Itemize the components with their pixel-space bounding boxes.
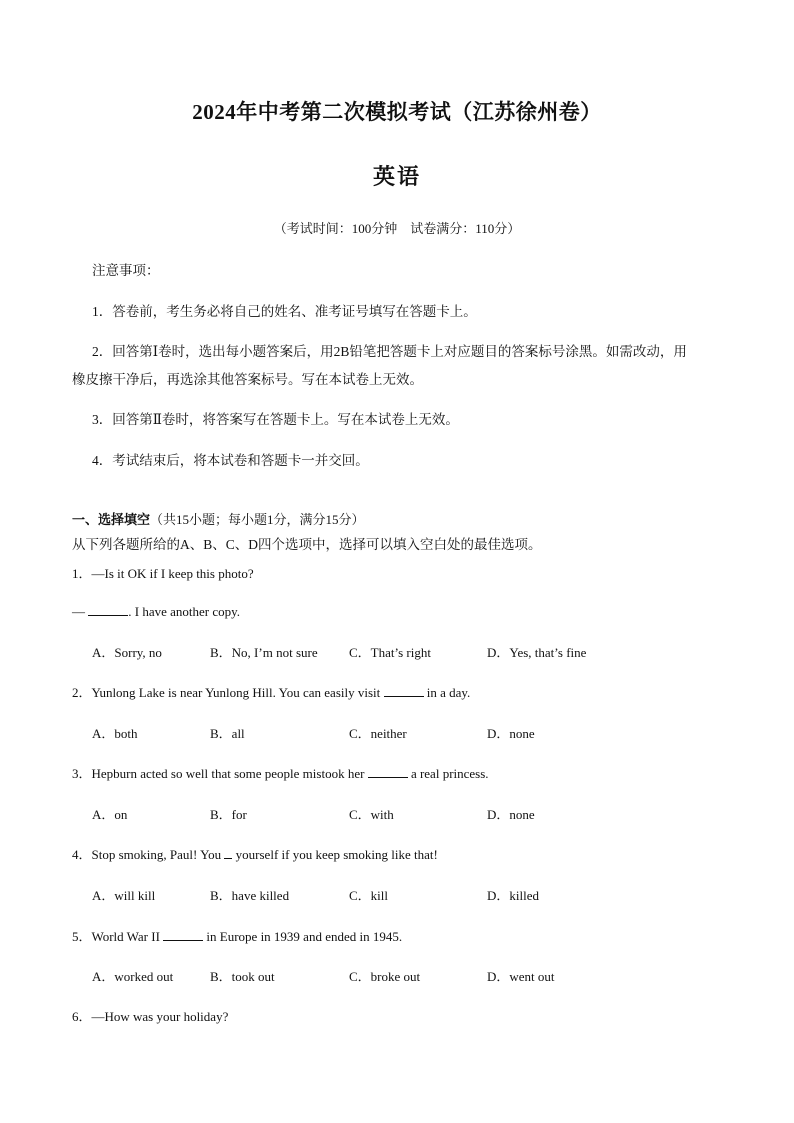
question-1-option-c: C．That’s right xyxy=(349,645,431,660)
subject-title: 英语 xyxy=(372,164,421,189)
notice-item-1: 1．答卷前，考生务必将自己的姓名、准考证号填写在答题卡上。 xyxy=(92,304,477,319)
question-1-reply xyxy=(72,603,240,620)
question-5-option-a: A．worked out xyxy=(92,969,174,984)
answer-blank xyxy=(163,928,203,941)
question-2-option-c: C．neither xyxy=(349,726,407,741)
question-2-option-a: A．both xyxy=(92,726,138,741)
question-5-option-b: B．took out xyxy=(210,969,275,984)
section-title-bold: 一、选择填空 xyxy=(72,512,151,527)
question-2-stem xyxy=(72,682,470,701)
section-title xyxy=(72,509,365,528)
section-title-rest: （共15小题；每小题1分，满分15分） xyxy=(150,512,365,527)
question-1-stem: 1．—Is it OK if I keep this photo? xyxy=(72,566,254,581)
question-5-stem-suffix: in Europe in 1939 and ended in 1945. xyxy=(203,929,403,944)
question-2-option-d: D．none xyxy=(487,726,535,741)
question-3-option-b: B．for xyxy=(210,807,247,822)
question-6-stem: 6．—How was your holiday? xyxy=(72,1009,229,1024)
question-2-stem-prefix: 2．Yunlong Lake is near Yunlong Hill. You can easily visit xyxy=(72,685,384,700)
question-3-stem xyxy=(72,763,489,782)
page-title: 2024年中考第二次模拟考试（江苏徐州卷） xyxy=(192,100,602,124)
answer-blank xyxy=(384,684,424,697)
question-2-option-b: B．all xyxy=(210,726,245,741)
question-4-option-a: A．will kill xyxy=(92,888,156,903)
exam-info: （考试时间：100分钟 试卷满分：110分） xyxy=(273,221,521,236)
notice-item-2-cont: 橡皮擦干净后，再选涂其他答案标号。写在本试卷上无效。 xyxy=(72,372,423,387)
question-1-option-a: A．Sorry, no xyxy=(92,645,162,660)
question-5-option-d: D．went out xyxy=(487,969,555,984)
question-5-option-c: C．broke out xyxy=(349,969,421,984)
question-3-option-d: D．none xyxy=(487,807,535,822)
question-4-option-c: C．kill xyxy=(349,888,389,903)
question-4-option-b: B．have killed xyxy=(210,888,290,903)
question-1-option-d: D．Yes, that’s fine xyxy=(487,645,587,660)
answer-blank xyxy=(88,603,128,616)
question-1-option-b: B．No, I’m not sure xyxy=(210,645,318,660)
question-4-stem-suffix: yourself if you keep smoking like that! xyxy=(235,847,438,862)
question-3-stem-suffix: a real princess. xyxy=(407,766,489,781)
question-3-option-a: A．on xyxy=(92,807,128,822)
notice-item-4: 4．考试结束后，将本试卷和答题卡一并交回。 xyxy=(92,453,369,468)
question-3-stem-prefix: 3．Hepburn acted so well that some people mistook her xyxy=(72,766,368,781)
question-1-reply-suffix: . I have another copy. xyxy=(128,604,241,619)
question-4-stem-prefix: 4．Stop smoking, Paul! You xyxy=(72,847,225,862)
question-5-stem xyxy=(72,926,402,945)
section-instruction: 从下列各题所给的A、B、C、D四个选项中，选择可以填入空白处的最佳选项。 xyxy=(72,537,542,552)
notice-item-2: 2．回答第Ⅰ卷时，选出每小题答案后，用2B铅笔把答题卡上对应题目的答案标号涂黑。如需改动，用 xyxy=(92,344,687,359)
question-1-reply-prefix: — xyxy=(72,604,89,619)
question-4-stem xyxy=(72,844,438,863)
question-2-stem-suffix: in a day. xyxy=(423,685,471,700)
question-4-option-d: D．killed xyxy=(487,888,539,903)
question-5-stem-prefix: 5．World War II xyxy=(72,929,164,944)
notice-heading: 注意事项： xyxy=(92,263,160,278)
answer-blank xyxy=(368,765,408,778)
notice-item-3: 3．回答第Ⅱ卷时，将答案写在答题卡上。写在本试卷上无效。 xyxy=(92,412,459,427)
answer-blank xyxy=(224,846,232,859)
question-3-option-c: C．with xyxy=(349,807,394,822)
